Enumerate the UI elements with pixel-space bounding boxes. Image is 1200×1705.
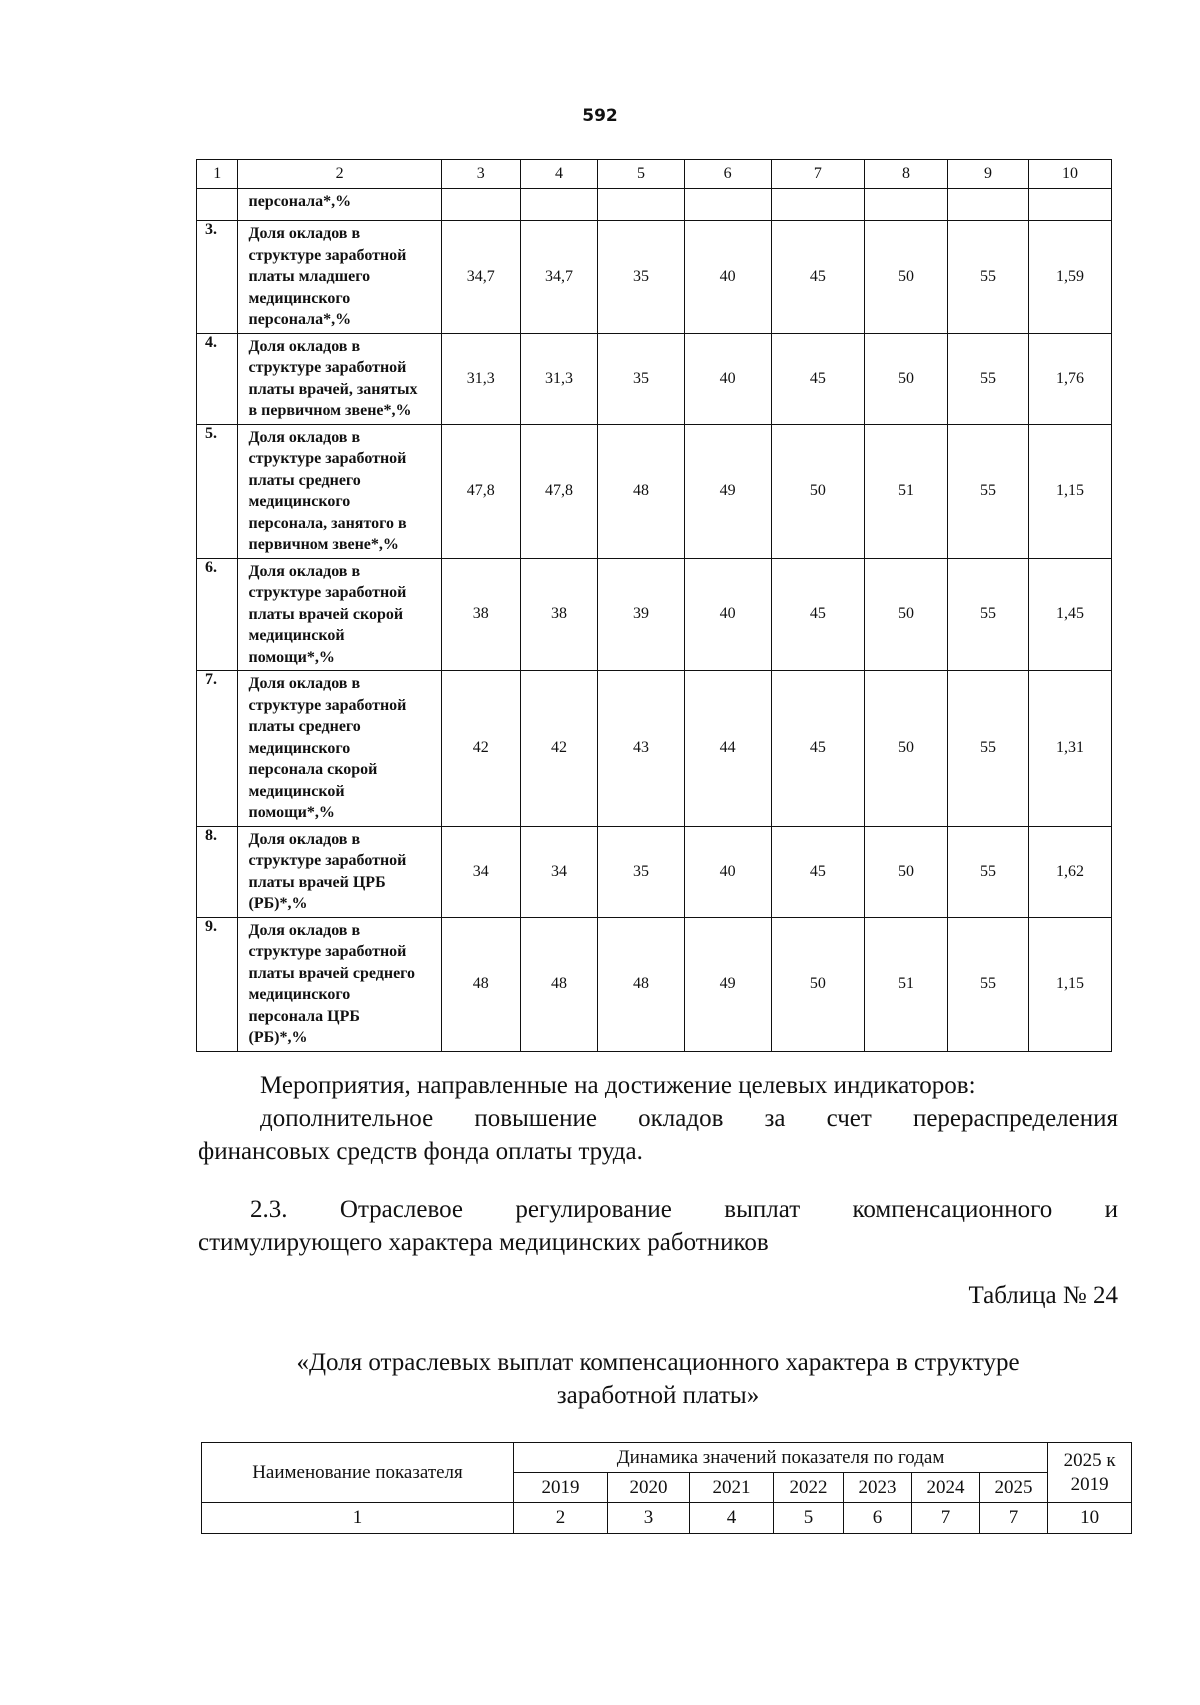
column-number-row	[202, 1503, 1132, 1534]
value-cell: 45	[771, 333, 864, 424]
indicator-name-header: Наименование показателя	[202, 1443, 514, 1503]
value-cell: 50	[865, 221, 948, 334]
value-cell: 48	[520, 917, 598, 1051]
value-cell: 48	[598, 424, 684, 558]
row-number: 5.	[197, 424, 238, 558]
table-row	[197, 671, 1112, 827]
column-number: 2	[514, 1503, 608, 1534]
measures-line-3: финансовых средств фонда оплаты труда.	[198, 1138, 643, 1165]
row-number: 3.	[197, 221, 238, 334]
year-header: 2024	[912, 1473, 980, 1503]
year-header: 2020	[608, 1473, 690, 1503]
value-cell: 49	[684, 917, 771, 1051]
year-header: 2022	[774, 1473, 844, 1503]
value-cell: 49	[684, 424, 771, 558]
value-cell: 48	[441, 917, 520, 1051]
value-cell: 34,7	[441, 221, 520, 334]
column-number: 5	[774, 1503, 844, 1534]
column-number: 1	[202, 1503, 514, 1534]
year-header: 2023	[844, 1473, 912, 1503]
row-number: 9.	[197, 917, 238, 1051]
table-row	[197, 917, 1112, 1051]
row-number: 6.	[197, 558, 238, 671]
value-cell: 35	[598, 333, 684, 424]
value-cell: 47,8	[520, 424, 598, 558]
value-cell: 50	[771, 424, 864, 558]
value-cell: 55	[948, 558, 1029, 671]
continuation-row	[197, 189, 1112, 221]
table-title-line-2: заработной платы»	[556, 1382, 760, 1409]
ratio-header: 2025 к 2019	[1048, 1443, 1132, 1503]
value-cell: 39	[598, 558, 684, 671]
indicator-name: Доля окладов в структуре заработной платы врачей среднего медицинского персонала ЦРБ (РБ)*,%	[238, 917, 441, 1051]
value-cell: 42	[520, 671, 598, 827]
table-row	[197, 424, 1112, 558]
table-row	[197, 558, 1112, 671]
column-number: 3	[608, 1503, 690, 1534]
value-cell: 44	[684, 671, 771, 827]
value-cell: 31,3	[520, 333, 598, 424]
table-number: Таблица № 24	[968, 1282, 1118, 1309]
column-number: 7	[980, 1503, 1048, 1534]
column-number: 1	[197, 160, 238, 189]
row-number: 7.	[197, 671, 238, 827]
column-number: 7	[912, 1503, 980, 1534]
value-cell: 50	[865, 826, 948, 917]
row-number: 4.	[197, 333, 238, 424]
table-title	[198, 1346, 1118, 1412]
measures-line-2: дополнительное повышение окладов за счет перераспределения	[260, 1105, 1118, 1132]
compensation-payments-table	[201, 1442, 1132, 1534]
value-cell: 34	[520, 826, 598, 917]
value-cell: 31,3	[441, 333, 520, 424]
continuation-text: персонала*,%	[238, 189, 441, 221]
table-row	[197, 826, 1112, 917]
years-group-header: Динамика значений показателя по годам	[514, 1443, 1048, 1473]
value-cell: 40	[684, 826, 771, 917]
value-cell: 50	[865, 671, 948, 827]
section-heading-2-3	[198, 1193, 1118, 1259]
column-number: 3	[441, 160, 520, 189]
indicator-name: Доля окладов в структуре заработной платы врачей скорой медицинской помощи*,%	[238, 558, 441, 671]
value-cell: 42	[441, 671, 520, 827]
value-cell: 51	[865, 917, 948, 1051]
column-number: 6	[844, 1503, 912, 1534]
value-cell: 47,8	[441, 424, 520, 558]
column-number: 4	[690, 1503, 774, 1534]
value-cell: 1,15	[1028, 917, 1111, 1051]
table-row	[197, 333, 1112, 424]
indicator-name: Доля окладов в структуре заработной платы среднего медицинского персонала скорой медицинской помощи*,%	[238, 671, 441, 827]
value-cell: 1,31	[1028, 671, 1111, 827]
value-cell: 50	[865, 333, 948, 424]
value-cell: 35	[598, 221, 684, 334]
header-row-1	[202, 1443, 1132, 1473]
column-number: 5	[598, 160, 684, 189]
indicator-name: Доля окладов в структуре заработной платы младшего медицинского персонала*,%	[238, 221, 441, 334]
section-line-2: стимулирующего характера медицинских работников	[198, 1229, 769, 1256]
value-cell: 55	[948, 333, 1029, 424]
column-number: 10	[1048, 1503, 1132, 1534]
value-cell: 40	[684, 558, 771, 671]
value-cell: 55	[948, 917, 1029, 1051]
measures-paragraph	[198, 1069, 1118, 1168]
table-title-line-1: «Доля отраслевых выплат компенсационного характера в структуре	[296, 1349, 1020, 1376]
year-header: 2021	[690, 1473, 774, 1503]
value-cell: 51	[865, 424, 948, 558]
column-number: 8	[865, 160, 948, 189]
row-number: 8.	[197, 826, 238, 917]
measures-line-1: Мероприятия, направленные на достижение целевых индикаторов:	[260, 1072, 976, 1099]
value-cell: 34,7	[520, 221, 598, 334]
value-cell: 34	[441, 826, 520, 917]
value-cell: 45	[771, 671, 864, 827]
salary-share-table	[196, 159, 1112, 1052]
indicator-name: Доля окладов в структуре заработной платы врачей, занятых в первичном звене*,%	[238, 333, 441, 424]
value-cell: 38	[441, 558, 520, 671]
value-cell: 55	[948, 221, 1029, 334]
value-cell: 45	[771, 558, 864, 671]
value-cell: 1,62	[1028, 826, 1111, 917]
value-cell: 35	[598, 826, 684, 917]
indicator-name: Доля окладов в структуре заработной платы среднего медицинского персонала, занятого в первичном звене*,%	[238, 424, 441, 558]
table-row	[197, 221, 1112, 334]
value-cell: 45	[771, 221, 864, 334]
value-cell: 40	[684, 221, 771, 334]
value-cell: 55	[948, 826, 1029, 917]
column-number: 10	[1028, 160, 1111, 189]
value-cell: 45	[771, 826, 864, 917]
page-number: 592	[582, 106, 618, 126]
value-cell: 50	[865, 558, 948, 671]
column-number: 7	[771, 160, 864, 189]
year-header: 2025	[980, 1473, 1048, 1503]
value-cell: 55	[948, 671, 1029, 827]
value-cell: 40	[684, 333, 771, 424]
value-cell: 1,59	[1028, 221, 1111, 334]
column-number-row	[197, 160, 1112, 189]
section-line-1: 2.3. Отраслевое регулирование выплат компенсационного и	[250, 1196, 1118, 1223]
value-cell: 48	[598, 917, 684, 1051]
value-cell: 43	[598, 671, 684, 827]
value-cell: 1,45	[1028, 558, 1111, 671]
value-cell: 50	[771, 917, 864, 1051]
indicator-name: Доля окладов в структуре заработной платы врачей ЦРБ (РБ)*,%	[238, 826, 441, 917]
value-cell: 55	[948, 424, 1029, 558]
year-header: 2019	[514, 1473, 608, 1503]
value-cell: 1,15	[1028, 424, 1111, 558]
column-number: 2	[238, 160, 441, 189]
value-cell: 38	[520, 558, 598, 671]
column-number: 9	[948, 160, 1029, 189]
value-cell: 1,76	[1028, 333, 1111, 424]
column-number: 6	[684, 160, 771, 189]
column-number: 4	[520, 160, 598, 189]
